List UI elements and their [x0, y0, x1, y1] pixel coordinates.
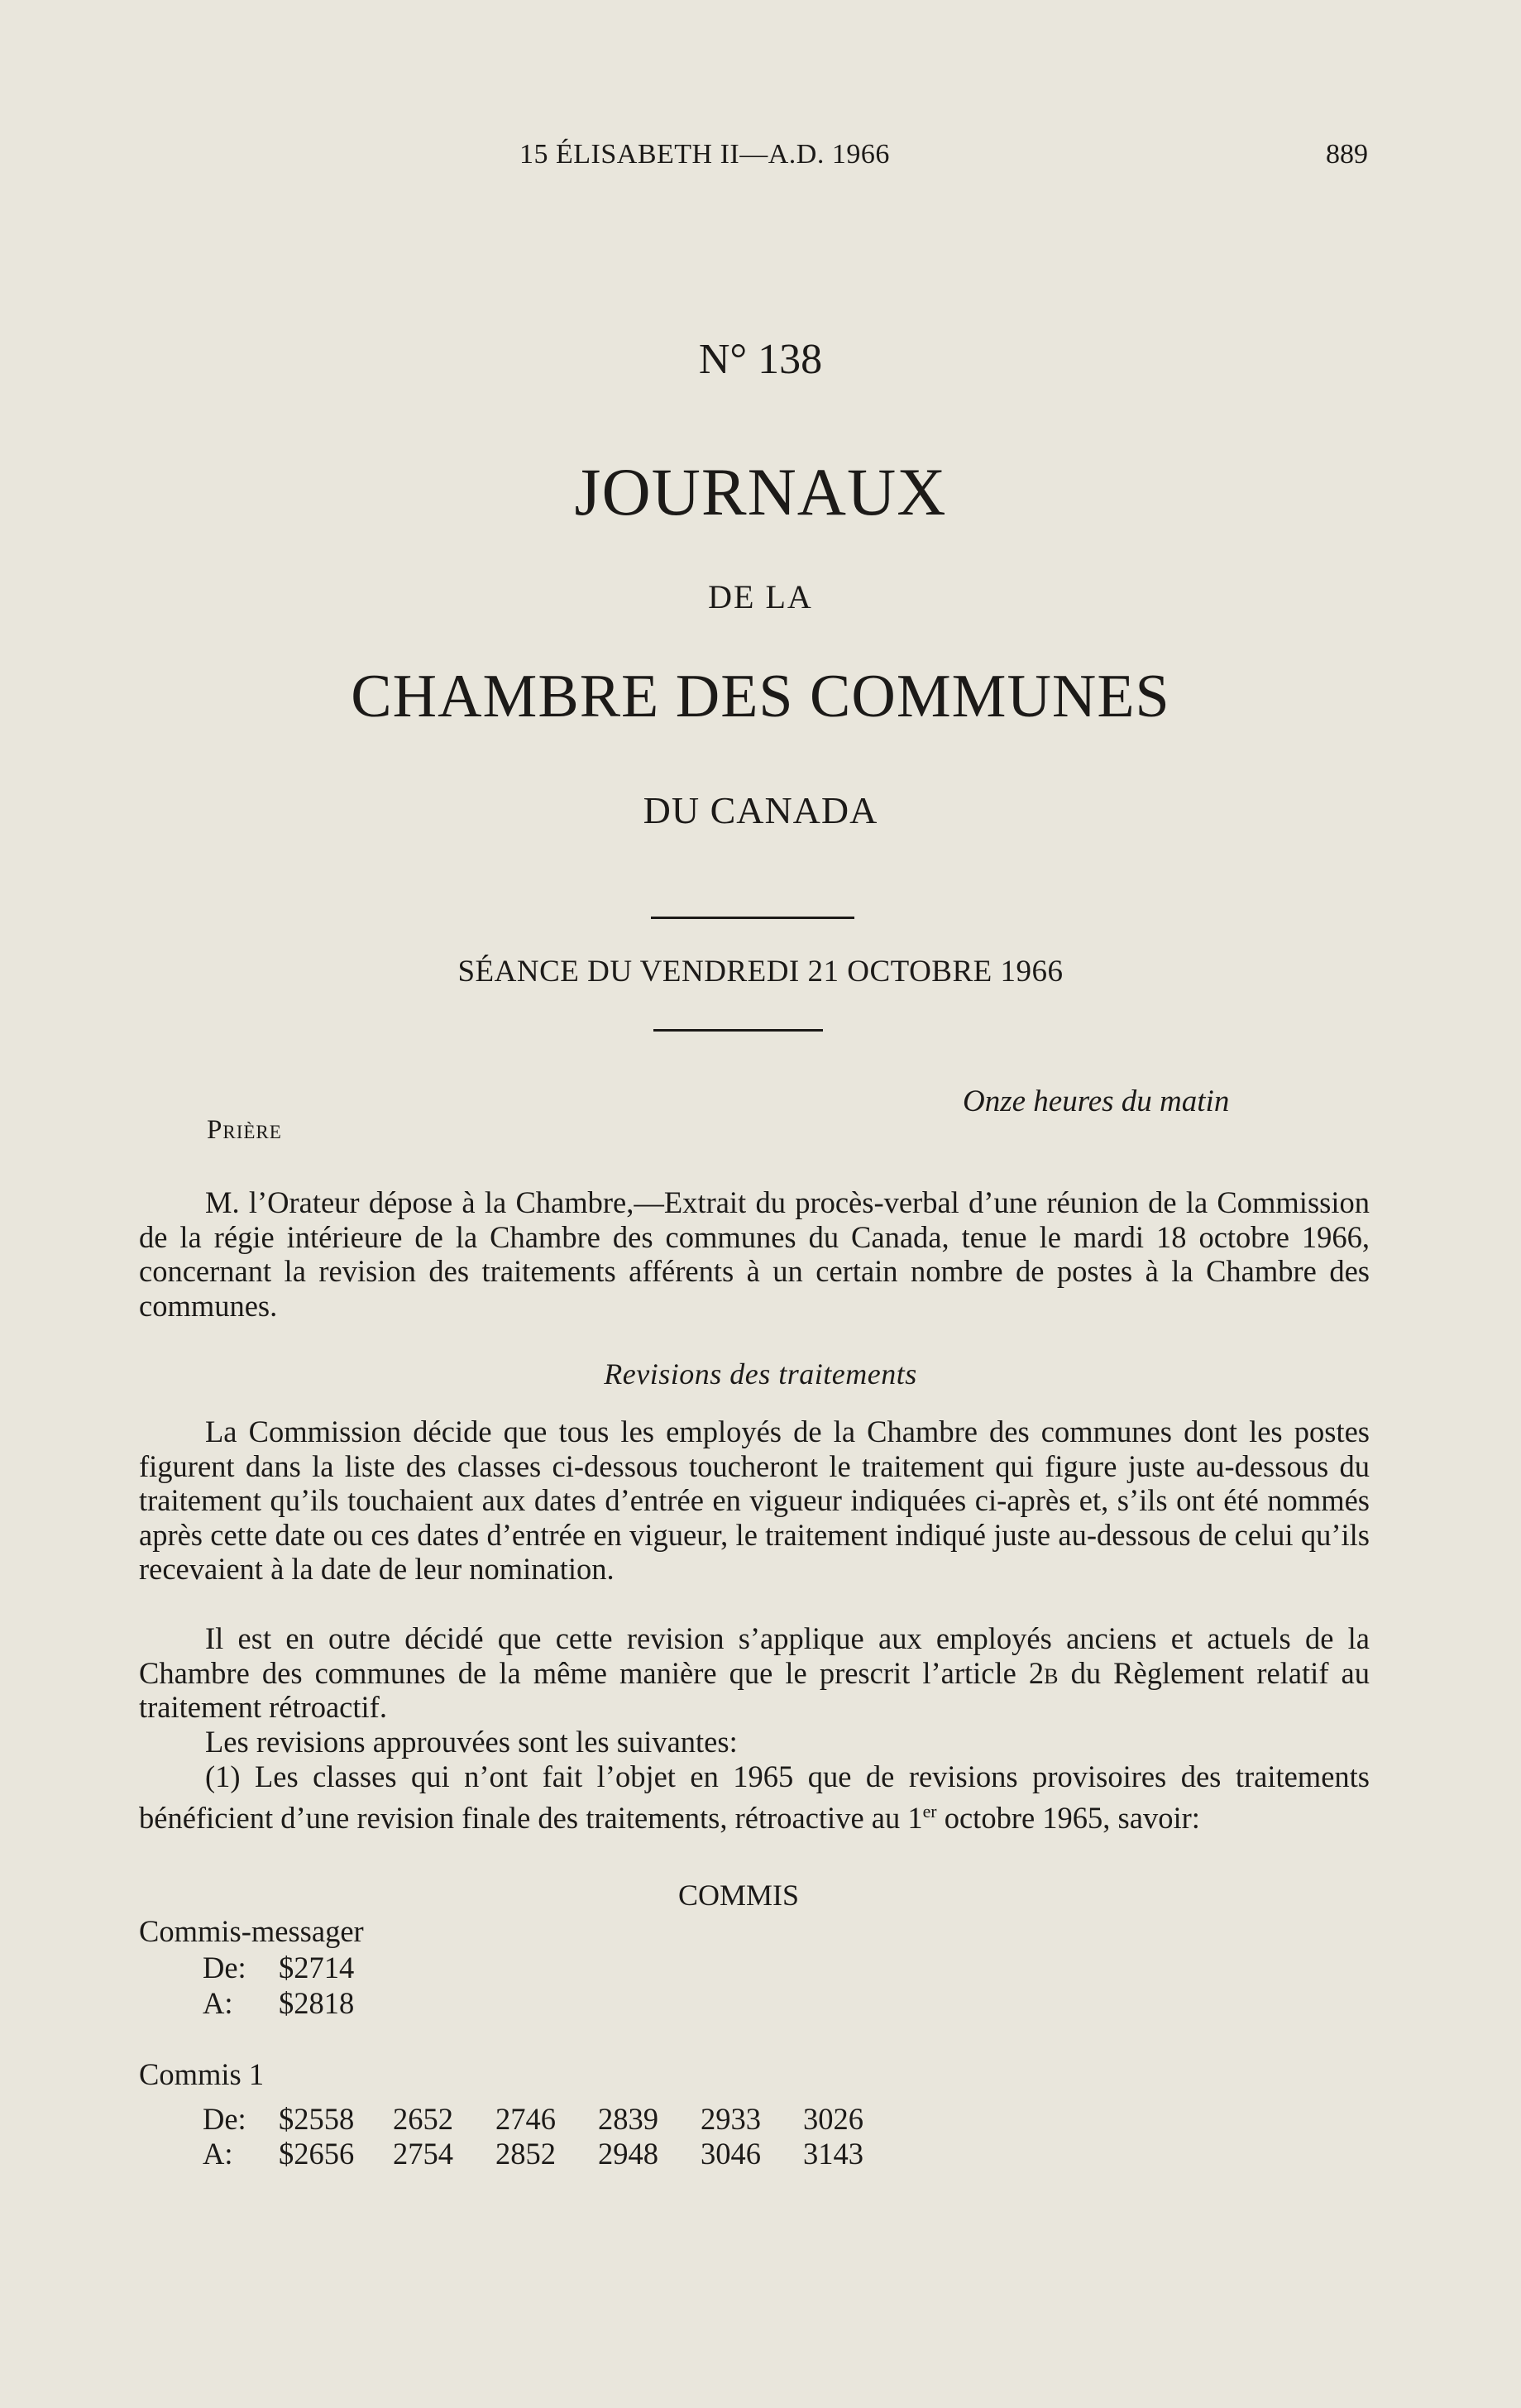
salary-value: 2652 [393, 2102, 453, 2136]
running-head: 15 ÉLISABETH II—A.D. 1966 [519, 139, 890, 170]
salary-row-to [203, 1985, 393, 2021]
salary-value: 3046 [701, 2137, 761, 2171]
row-label: De: [203, 1951, 246, 1984]
subheading-revisions: Revisions des traitements [604, 1357, 917, 1391]
salary-value: 2839 [598, 2102, 658, 2136]
salary-value: 2852 [495, 2137, 556, 2171]
time-label: Onze heures du matin [963, 1084, 1230, 1118]
salary-value: $2558 [279, 2102, 355, 2136]
salary-row-from [203, 2101, 906, 2137]
salary-value: 3026 [803, 2102, 863, 2136]
title-de-la: DE LA [708, 578, 813, 615]
article-suffix: b [1044, 1655, 1059, 1690]
group-label-commis-messager: Commis-messager [139, 1914, 364, 1948]
salary-value: 2948 [598, 2137, 658, 2171]
divider-rule-bottom [653, 1029, 823, 1032]
paragraph-decision-text: La Commission décide que tous les employés de la Chambre des communes dont les postes figurent dans la liste des classes ci-dessous toucheront le traitement qui figure juste au-dessous du traitement qu’ils touchaient aux dates d’entrée en vigueur indiquées ci-après et, s’ils ont été nommés après cette date ou ces dates d’entrée en vigueur, le traitement indiqué juste au-dessous de celui qu’ils recevaient à la date de leur nomination. [139, 1415, 1370, 1586]
row-label: A: [203, 1986, 233, 2020]
salary-value: 2754 [393, 2137, 453, 2171]
chamber-title: CHAMBRE DES COMMUNES [351, 663, 1170, 730]
paragraph-retroactive [139, 1621, 1370, 1725]
row-label: A: [203, 2137, 233, 2171]
paragraph-tabling-text: M. l’Orateur dépose à la Chambre,—Extrait du procès-verbal d’une réunion de la Commission de la régie intérieure de la Chambre des communes du Canada, tenue le mardi 18 octobre 1966, concernant la revision des traitements afférents à un certain nombre de postes à la Chambre des communes. [139, 1185, 1370, 1323]
paragraph-classes-text-b: octobre 1965, savoir: [936, 1800, 1200, 1835]
salary-row-from [203, 1950, 393, 1985]
page-number: 889 [1326, 139, 1368, 170]
ordinal-superscript: er [922, 1800, 937, 1822]
paragraph-retroactive-text-b: du Règlement relatif au traitement rétroactif. [139, 1655, 1370, 1724]
journal-title: JOURNAUX [574, 454, 947, 529]
salary-value: $2818 [279, 1986, 355, 2020]
group-label-commis-1: Commis 1 [139, 2057, 265, 2091]
paragraph-decision [139, 1415, 1370, 1587]
salary-row-to [203, 2136, 906, 2171]
salary-value: $2714 [279, 1951, 355, 1984]
prayer-label: Prière [207, 1115, 282, 1145]
paragraph-classes [139, 1759, 1370, 1835]
paragraph-approved-text: Les revisions approuvées sont les suivantes: [205, 1725, 738, 1759]
salary-value: $2656 [279, 2137, 355, 2171]
section-heading-commis: COMMIS [678, 1879, 800, 1912]
paragraph-approved [139, 1725, 1370, 1759]
salary-value: 2933 [701, 2102, 761, 2136]
salary-value: 3143 [803, 2137, 863, 2171]
paragraph-retroactive-text-a: Il est en outre décidé que cette revision s’applique aux employés anciens et actuels de la Chambre des communes de la même manière que le prescrit l’article 2 [139, 1621, 1370, 1690]
country-title: DU CANADA [643, 789, 878, 831]
paragraph-tabling [139, 1185, 1370, 1323]
row-label: De: [203, 2102, 246, 2136]
paragraph-classes-text-a: (1) Les classes qui n’ont fait l’objet en 1965 que de revisions provisoires des traitements bénéficient d’une revision finale des traitements, rétroactive au 1 [139, 1759, 1370, 1835]
salary-value: 2746 [495, 2102, 556, 2136]
sitting-heading: SÉANCE DU VENDREDI 21 OCTOBRE 1966 [457, 955, 1064, 989]
divider-rule-top [651, 917, 854, 919]
issue-number: N° 138 [698, 336, 823, 383]
